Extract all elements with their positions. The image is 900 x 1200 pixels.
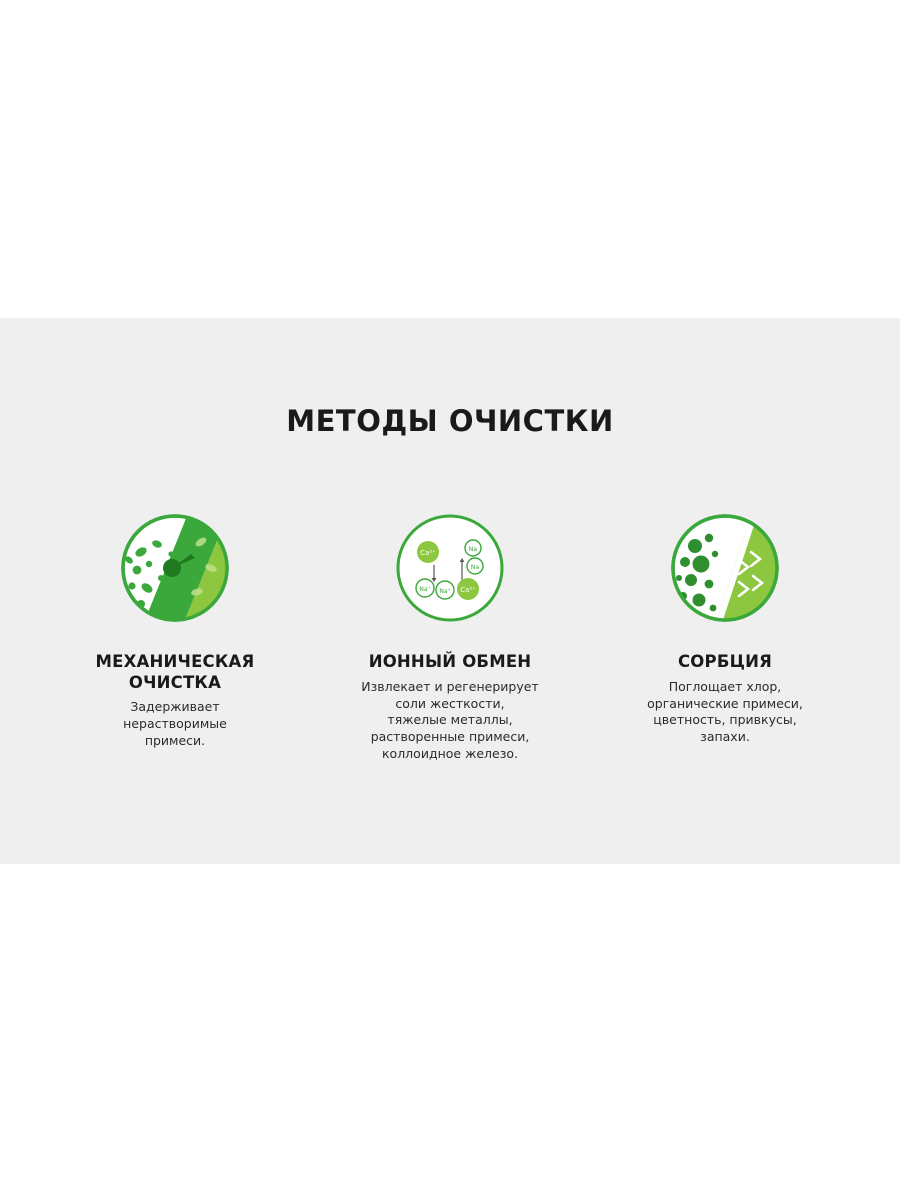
method-desc-ion-exchange [361, 679, 538, 763]
desc-line: тяжелые металлы, [387, 712, 513, 728]
method-card-mechanical [50, 508, 300, 750]
svg-text:Na: Na [468, 546, 478, 553]
desc-line: запахи. [700, 729, 750, 745]
svg-text:Ca²⁺: Ca²⁺ [460, 586, 476, 594]
method-title-mechanical: МЕХАНИЧЕСКАЯ ОЧИСТКА [95, 652, 255, 692]
page-title: МЕТОДЫ ОЧИСТКИ [286, 404, 614, 438]
desc-line: Извлекает и регенерирует [361, 678, 539, 694]
ion-exchange-icon [390, 508, 510, 628]
desc-line: соли жесткости, [395, 695, 505, 711]
desc-line: Задерживает [130, 699, 220, 715]
svg-text:Na⁺: Na⁺ [439, 588, 451, 595]
desc-line: коллоидное железо. [382, 746, 518, 762]
method-desc-mechanical [123, 699, 227, 750]
svg-text:Na: Na [470, 564, 480, 571]
method-card-ion-exchange [325, 508, 575, 763]
sorption-icon [665, 508, 785, 628]
desc-line: цветность, привкусы, [653, 712, 797, 728]
svg-text:Na⁺: Na⁺ [419, 586, 431, 593]
method-card-sorption [600, 508, 850, 746]
method-title-ion-exchange: ИОННЫЙ ОБМЕН [368, 652, 532, 671]
desc-line: нерастворимые [123, 716, 227, 732]
method-desc-sorption [647, 679, 803, 747]
svg-text:Ca²⁺: Ca²⁺ [420, 549, 436, 557]
desc-line: примеси. [144, 733, 206, 748]
mechanical-filtration-icon [115, 508, 235, 628]
methods-panel [0, 318, 900, 864]
method-title-sorption: СОРБЦИЯ [677, 652, 773, 671]
desc-line: Поглощает хлор, [668, 678, 782, 694]
methods-card-list [50, 508, 850, 763]
desc-line: растворенные примеси, [370, 729, 530, 745]
desc-line: органические примеси, [647, 695, 803, 711]
